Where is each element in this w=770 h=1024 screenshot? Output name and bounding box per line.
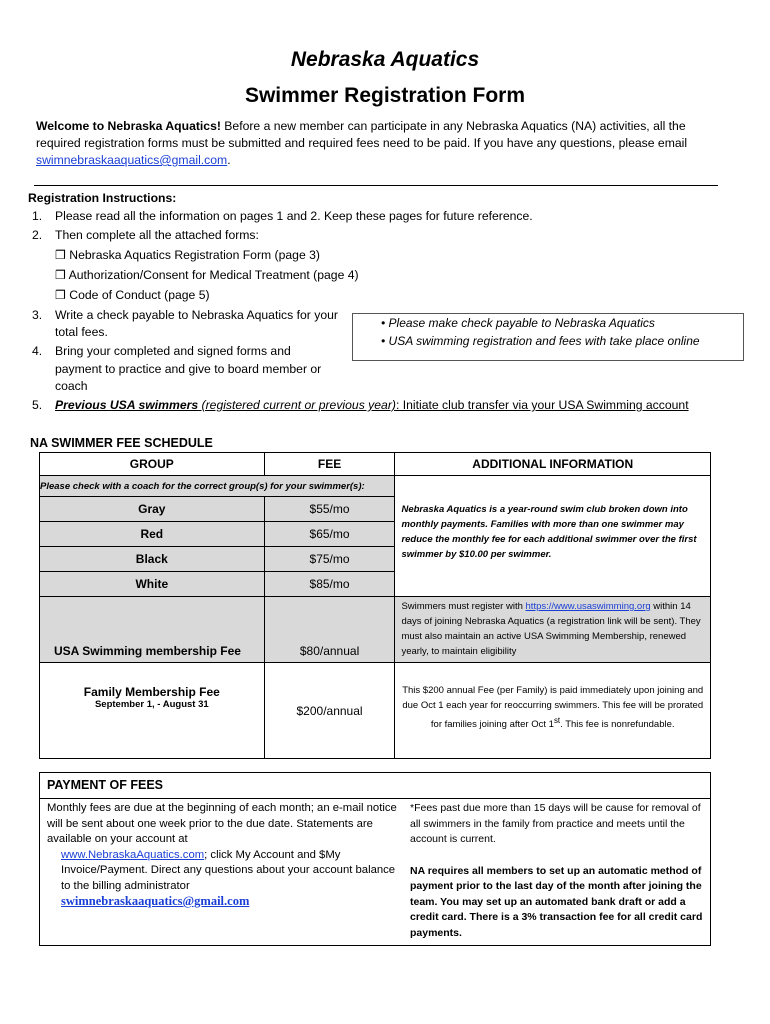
item-number: 1. <box>32 209 43 223</box>
billing-email-link[interactable]: swimnebraskaaquatics@gmail.com <box>61 894 250 908</box>
group-fee: $55/mo <box>264 497 395 522</box>
usa-info-text: Swimmers must register with <box>401 601 526 612</box>
divider <box>34 185 718 186</box>
group-name: Gray <box>40 497 265 522</box>
family-fee: $200/annual <box>264 663 395 759</box>
group-info <box>395 476 711 597</box>
page-title: Nebraska Aquatics <box>290 48 480 71</box>
payment-right-text <box>410 801 705 941</box>
instruction-item: total fees. <box>55 325 108 339</box>
payment-divider <box>39 798 711 799</box>
usa-info <box>395 597 711 663</box>
instruction-item: payment to practice and give to board member or <box>55 362 322 376</box>
item-number: 2. <box>32 228 43 242</box>
instruction-item: Write a check payable to Nebraska Aquatics for your <box>55 308 338 322</box>
header-group: GROUP <box>40 453 265 476</box>
item-number: 3. <box>32 308 43 322</box>
previous-swimmers-paren: (registered current or previous year) <box>198 398 396 412</box>
instructions-title: Registration Instructions: <box>28 191 177 205</box>
intro-text: Before a new member can participate in any Nebraska Aquatics (NA) activities, all the required registration forms must be submitted and required fees need to be paid. If you have any questions, please email <box>36 119 688 150</box>
instruction-item: Please read all the information on pages 1 and 2. Keep these pages for future reference. <box>55 209 533 223</box>
family-fee-name: Family Membership Fee <box>83 685 220 699</box>
group-note: Please check with a coach for the correct group(s) for your swimmer(s): <box>40 476 395 497</box>
check-note: • Please make check payable to Nebraska Aquatics <box>381 316 655 330</box>
instruction-item: Then complete all the attached forms: <box>55 228 259 242</box>
previous-swimmers-rest: : Initiate club transfer via your USA Swimming account <box>395 398 689 412</box>
usa-fee: $80/annual <box>264 597 395 663</box>
intro-paragraph <box>36 118 696 169</box>
check-info-box <box>352 313 744 361</box>
previous-swimmers-lead: Previous USA swimmers <box>55 398 199 412</box>
item-number: 5. <box>32 398 43 412</box>
page-subtitle: Swimmer Registration Form <box>244 84 526 107</box>
check-note: • USA swimming registration and fees with take place online <box>381 334 700 348</box>
instruction-item <box>55 396 689 414</box>
family-info-text: . This fee is nonrefundable. <box>560 719 675 731</box>
group-name: Black <box>40 547 265 572</box>
intro-email-link[interactable]: swimnebraskaaquatics@gmail.com <box>36 153 228 167</box>
family-info <box>395 663 711 759</box>
group-fee: $65/mo <box>264 522 395 547</box>
late-fee-note: *Fees past due more than 15 days will be cause for removal of all swimmers in the family from practice and meets until the account is current. <box>410 802 701 845</box>
payment-text: Monthly fees are due at the beginning of each month; an e-mail notice will be sent about one week prior to the due date. Statements are available on your account at <box>47 802 397 845</box>
payment-title: PAYMENT OF FEES <box>47 778 163 792</box>
family-fee-cell <box>40 663 265 759</box>
form-checkbox-item: ❒ Authorization/Consent for Medical Treatment (page 4) <box>55 268 359 282</box>
group-info-text: Nebraska Aquatics is a year-round swim club broken down into monthly payments. Families with more than one swimmer may reduce the monthly fee for each additional swimmer over the first swimmer by $10.00 per swimmer. <box>401 504 697 560</box>
fee-schedule-table <box>39 452 711 759</box>
auto-payment-note: NA requires all members to set up an automatic method of payment prior to the last day of the month after joining the team. You may set up an automated bank draft or add a credit card. There is a 3% transaction fee for all credit card payments. <box>410 864 703 939</box>
group-fee: $85/mo <box>264 572 395 597</box>
family-fee-dates: September 1, - August 31 <box>94 699 209 710</box>
form-checkbox-item: ❒ Code of Conduct (page 5) <box>55 288 210 302</box>
intro-tail: . <box>227 153 231 167</box>
usa-swimming-link[interactable]: https://www.usaswimming.org <box>525 601 651 612</box>
item-number: 4. <box>32 344 43 358</box>
instruction-item: coach <box>55 379 88 393</box>
group-fee: $75/mo <box>264 547 395 572</box>
fee-schedule-title: NA SWIMMER FEE SCHEDULE <box>30 436 213 450</box>
header-fee: FEE <box>264 453 395 476</box>
family-info-text: This $200 annual Fee (per Family) is paid immediately upon joining and due Oct 1 each year for reoccurring swimmers. This fee will be prorated for families joining after Oct 1 <box>402 685 704 731</box>
payment-left-text <box>47 801 397 911</box>
group-name: Red <box>40 522 265 547</box>
family-info-sup: st <box>553 716 561 725</box>
header-additional: ADDITIONAL INFORMATION <box>395 453 711 476</box>
instruction-item: Bring your completed and signed forms and <box>55 344 291 358</box>
intro-lead: Welcome to Nebraska Aquatics! <box>36 119 221 133</box>
usa-info-text: within 14 days of joining Nebraska Aquatics (a registration link will be sent). They must also maintain an active USA Swimming Membership, renewed yearly, to maintain eligibility <box>401 601 701 657</box>
payment-text: ; click My Account and $My Invoice/Payment. Direct any questions about your account balance to the billing administrator <box>61 848 396 892</box>
nebraska-aquatics-link[interactable]: www.NebraskaAquatics.com <box>61 848 205 861</box>
usa-fee-name: USA Swimming membership Fee <box>40 597 265 663</box>
group-name: White <box>40 572 265 597</box>
form-checkbox-item: ❒ Nebraska Aquatics Registration Form (page 3) <box>55 248 320 262</box>
